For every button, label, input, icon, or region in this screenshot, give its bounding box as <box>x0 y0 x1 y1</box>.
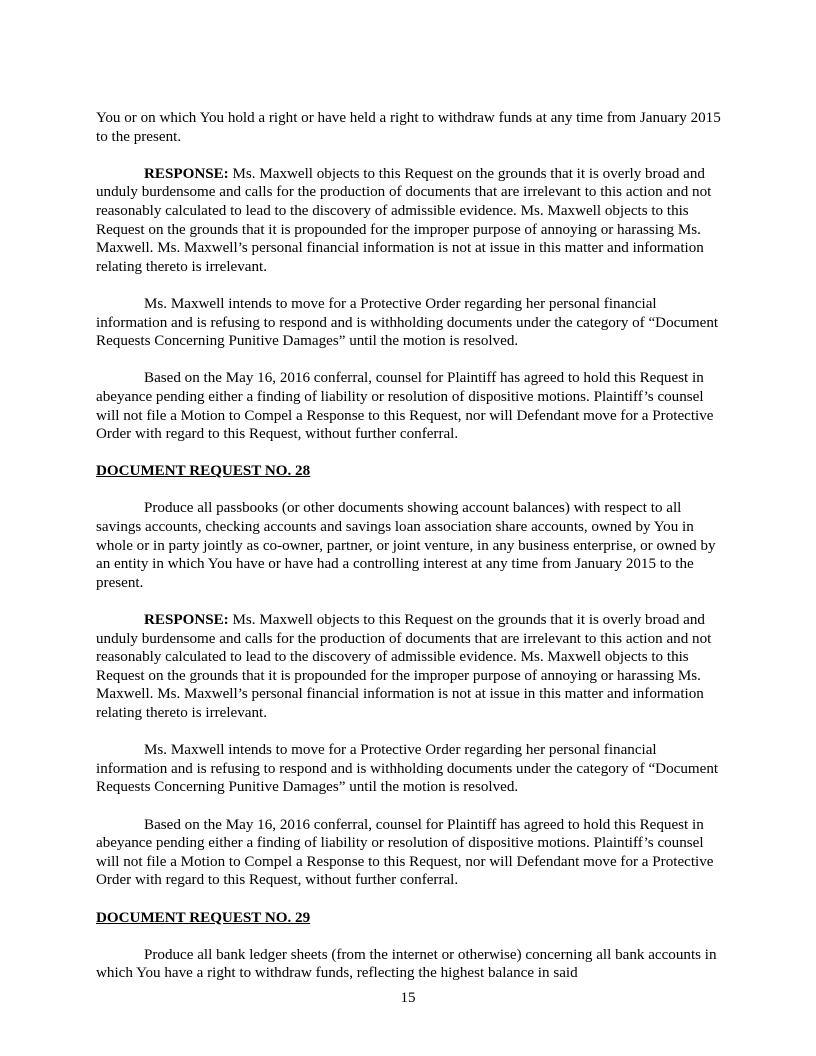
response-27-label: RESPONSE: <box>144 165 229 182</box>
request-28-heading: DOCUMENT REQUEST NO. 28 <box>96 463 311 480</box>
response-28-text: Ms. Maxwell objects to this Request on the grounds that it is overly broad and unduly burdensome and calls for the production of documents that are irrelevant to this action and not reasonably calculated to lead to the discovery of admissible evidence. Ms. Maxwell objects to this Request on the grounds that it is propounded for the improper purpose of annoying or harassing Ms. Maxwell. Ms. Maxwell’s personal financial information is not at issue in this matter and information relating thereto is irrelevant. <box>96 612 712 721</box>
protective-order-27-paragraph: Ms. Maxwell intends to move for a Protective Order regarding her personal financial information and is refusing to respond and is withholding documents under the category of “Document Requests Concerning Punitive Damages” until the motion is resolved. <box>96 295 719 350</box>
request-28-paragraph: Produce all passbooks (or other documents showing account balances) with respect to all savings accounts, checking accounts and savings loan association share accounts, owned by You in whole or in party jointly as co-owner, partner, or joint venture, in any business enterprise, or owned by an entity in which You have or have had a controlling interest at any time from January 2015 to the present. <box>96 500 716 591</box>
protective-order-28-paragraph: Ms. Maxwell intends to move for a Protective Order regarding her personal financial information and is refusing to respond and is withholding documents under the category of “Document Requests Concerning Punitive Damages” until the motion is resolved. <box>96 742 719 796</box>
response-28-label: RESPONSE: <box>144 612 229 629</box>
conferral-28-paragraph: Based on the May 16, 2016 conferral, counsel for Plaintiff has agreed to hold this Request in abeyance pending either a finding of liability or resolution of dispositive motions. Plaintiff’s counsel will not file a Motion to Compel a Response to this Request, nor will Defendant move for a Protective Order with regard to this Request, without further conferral. <box>96 816 714 889</box>
request-29-paragraph: Produce all bank ledger sheets (from the internet or otherwise) concerning all bank accounts in which You have a right to withdraw funds, reflecting the highest balance in said <box>96 946 717 982</box>
response-27-paragraph <box>96 165 722 277</box>
page-number: 15 <box>400 990 416 1006</box>
response-27-text: Ms. Maxwell objects to this Request on the grounds that it is overly broad and unduly burdensome and calls for the production of documents that are irrelevant to this action and not reasonably calculated to lead to the discovery of admissible evidence. Ms. Maxwell objects to this Request on the grounds that it is propounded for the improper purpose of annoying or harassing Ms. Maxwell. Ms. Maxwell’s personal financial information is not at issue in this matter and information relating thereto is irrelevant. <box>96 165 712 275</box>
continuation-paragraph: You or on which You hold a right or have held a right to withdraw funds at any time from January 2015 to the present. <box>96 110 721 145</box>
conferral-27-paragraph: Based on the May 16, 2016 conferral, counsel for Plaintiff has agreed to hold this Request in abeyance pending either a finding of liability or resolution of dispositive motions. Plaintiff’s counsel will not file a Motion to Compel a Response to this Request, nor will Defendant move for a Protective Order with regard to this Request, without further conferral. <box>96 370 714 443</box>
document-body <box>96 109 722 1002</box>
response-28-paragraph <box>96 611 722 723</box>
request-29-heading: DOCUMENT REQUEST NO. 29 <box>96 909 311 926</box>
